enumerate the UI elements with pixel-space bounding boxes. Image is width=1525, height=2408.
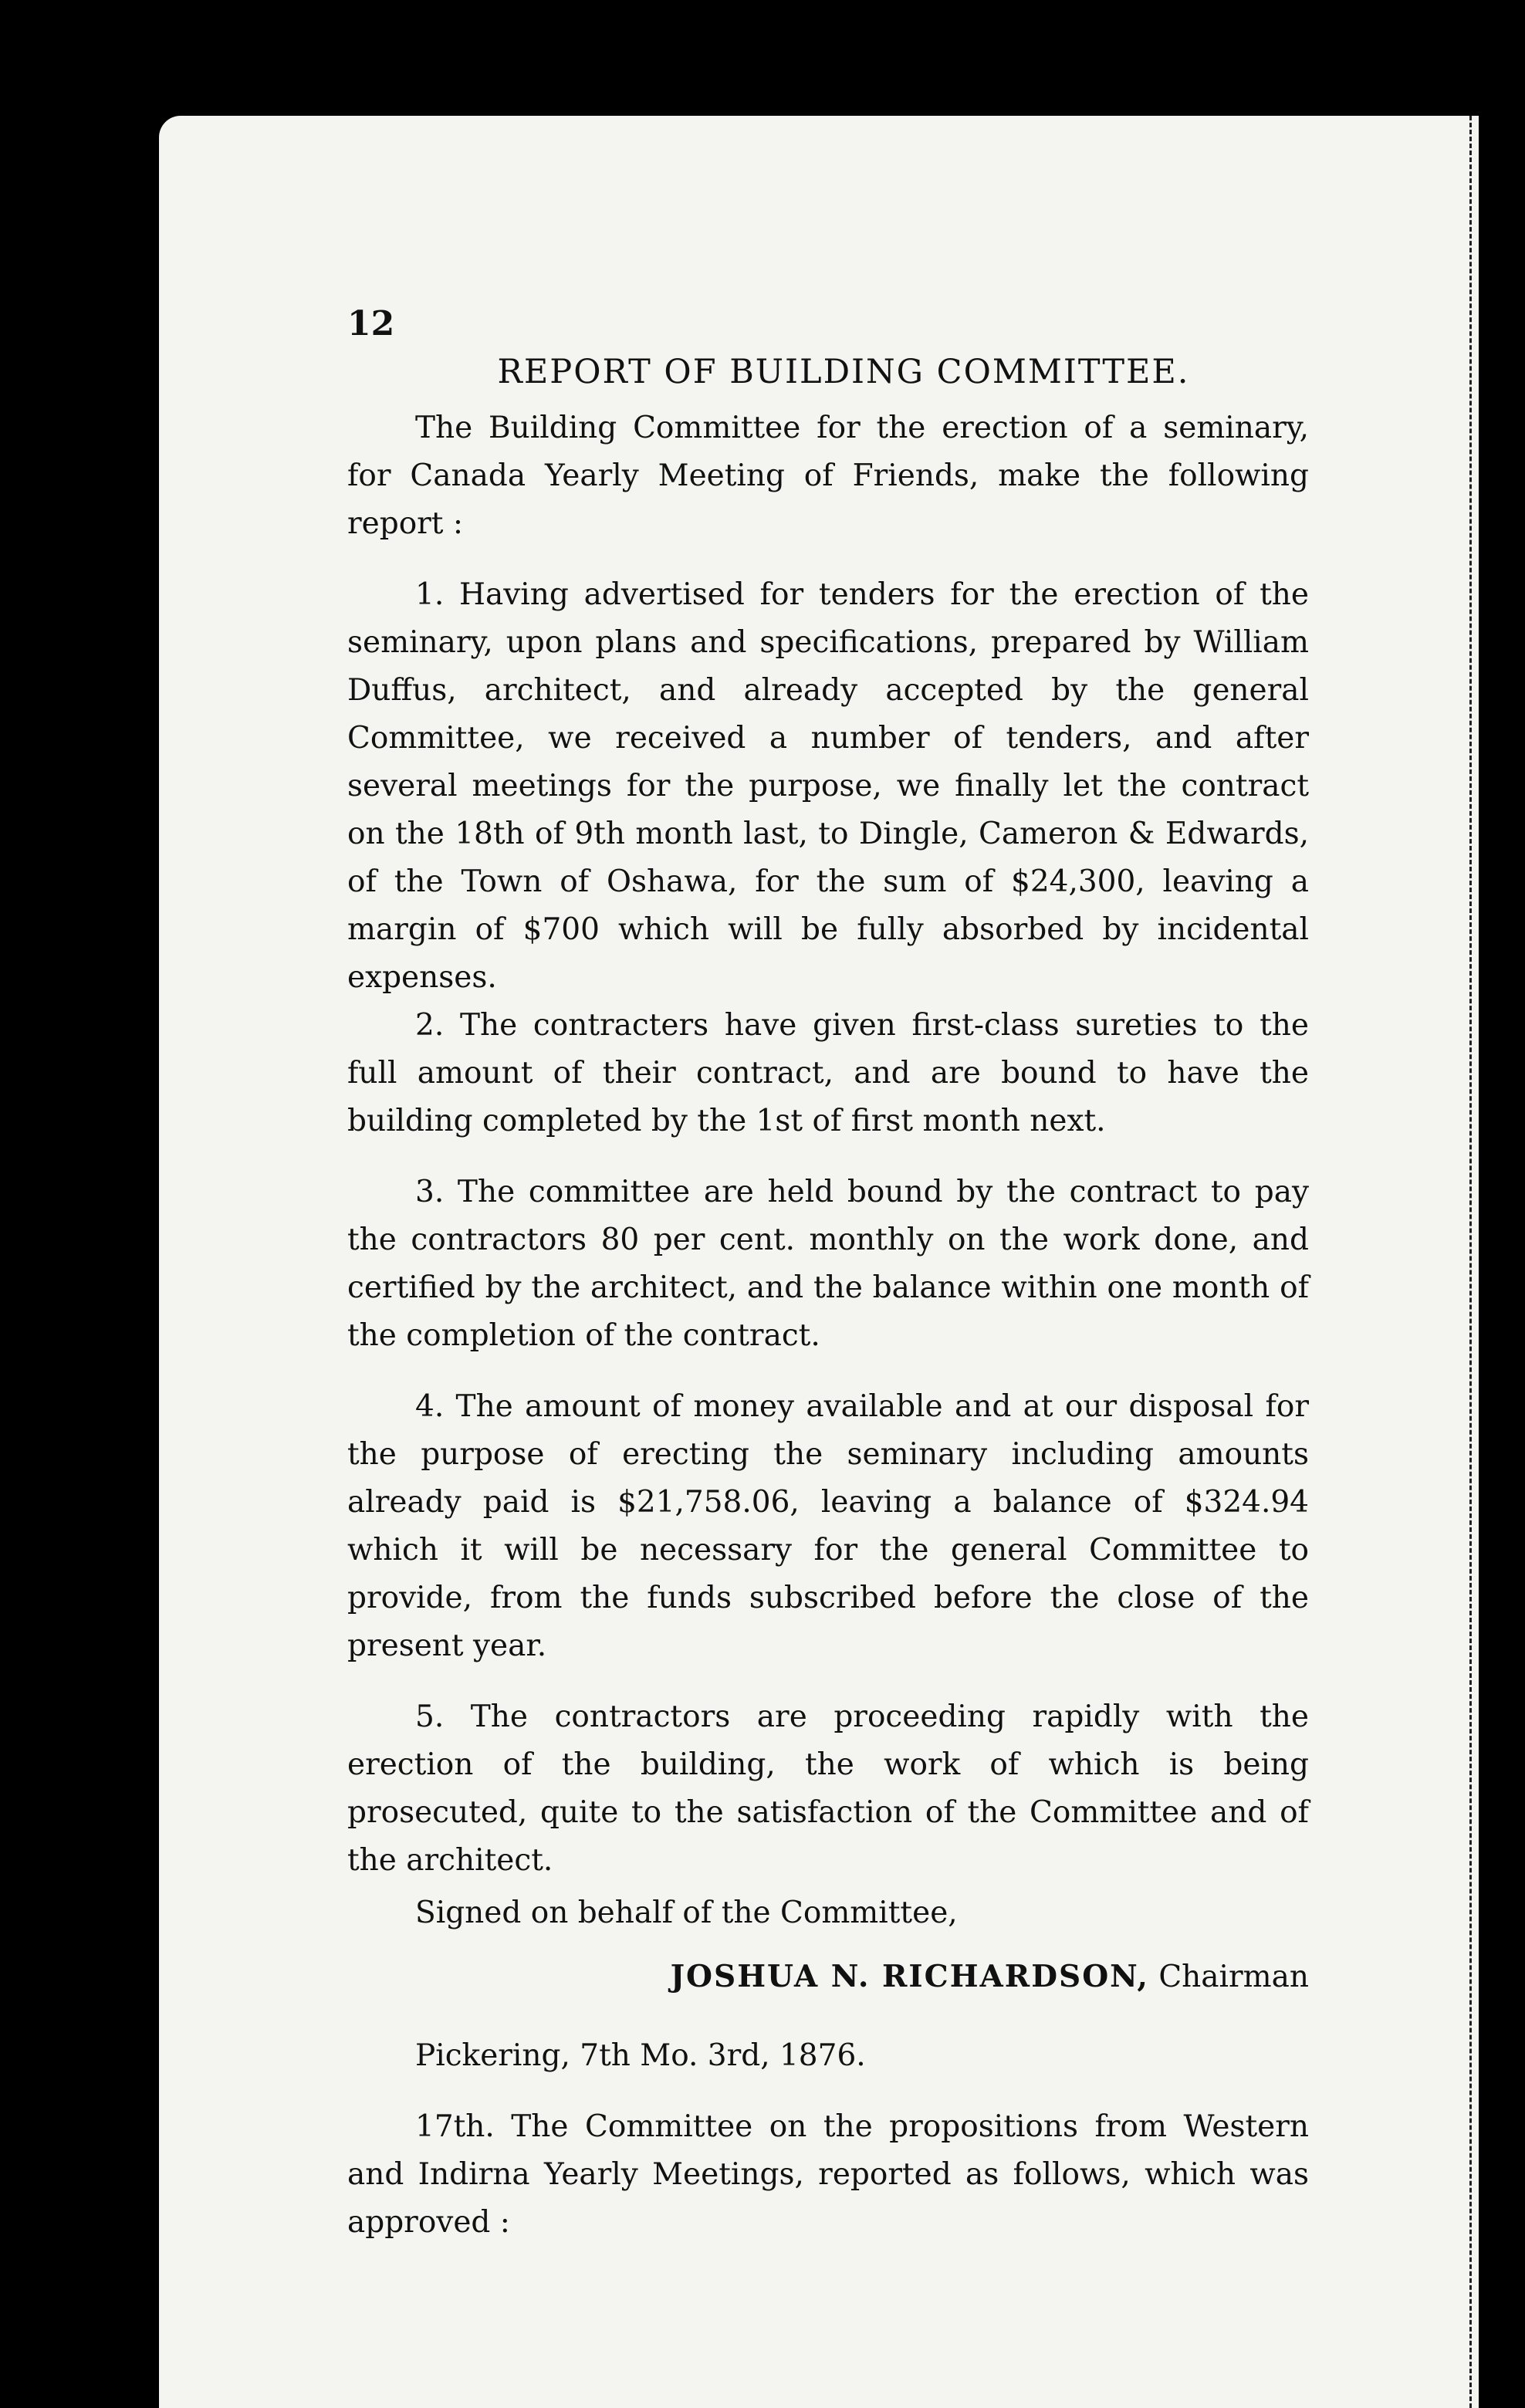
page-edge [1469, 116, 1480, 2408]
place-date: Pickering, 7th Mo. 3rd, 1876. [415, 2038, 866, 2073]
signature-block [347, 1953, 1309, 2001]
item-5-paragraph: 5. The contractors are proceeding rapidly with the erection of the building, the work of which is being prosecuted, quite to the satisfaction of the Committee and of the architect. [347, 1699, 1309, 1878]
page-number: 12 [347, 304, 395, 343]
signer-name: JOSHUA N. RICHARDSON, [670, 1959, 1149, 1994]
item-4-paragraph: 4. The amount of money available and at our disposal for the purpose of erecting the seminary including amounts already paid is $21,758.06, leaving a balance of $324.94 which it will be necessary for the general Committee to provide, from the funds subscribed before the close of the present year. [347, 1389, 1309, 1663]
closing-paragraph: 17th. The Committee on the propositions from Western and Indirna Yearly Meetings, reported as follows, which was approved : [347, 2109, 1309, 2240]
item-1-paragraph: 1. Having advertised for tenders for the erection of the seminary, upon plans and specifications, prepared by William Duffus, architect, and already accepted by the general Committee, we received a number of tenders, and after several meetings for the purpose, we finally let the contract on the 18th of 9th month last, to Dingle, Cameron & Edwards, of the Town of Oshawa, for the sum of $24,300, leaving a margin of $700 which will be fully absorbed by incidental expenses. [347, 577, 1309, 995]
signed-line: Signed on behalf of the Committee, [415, 1896, 958, 1930]
report-body [347, 304, 1309, 2247]
report-heading: REPORT OF BUILDING COMMITTEE. [497, 353, 1190, 391]
item-3-paragraph: 3. The committee are held bound by the contract to pay the contractors 80 per cent. monthly on the work done, and certified by the architect, and the balance within one month of the completion of the contract. [347, 1175, 1309, 1353]
signer-title: Chairman [1158, 1960, 1309, 1994]
intro-paragraph: The Building Committee for the erection of a seminary, for Canada Yearly Meeting of Friends, make the following report : [347, 411, 1309, 541]
item-2-paragraph: 2. The contracters have given first-class sureties to the full amount of their contract, and are bound to have the building completed by the 1st of first month next. [347, 1008, 1309, 1138]
